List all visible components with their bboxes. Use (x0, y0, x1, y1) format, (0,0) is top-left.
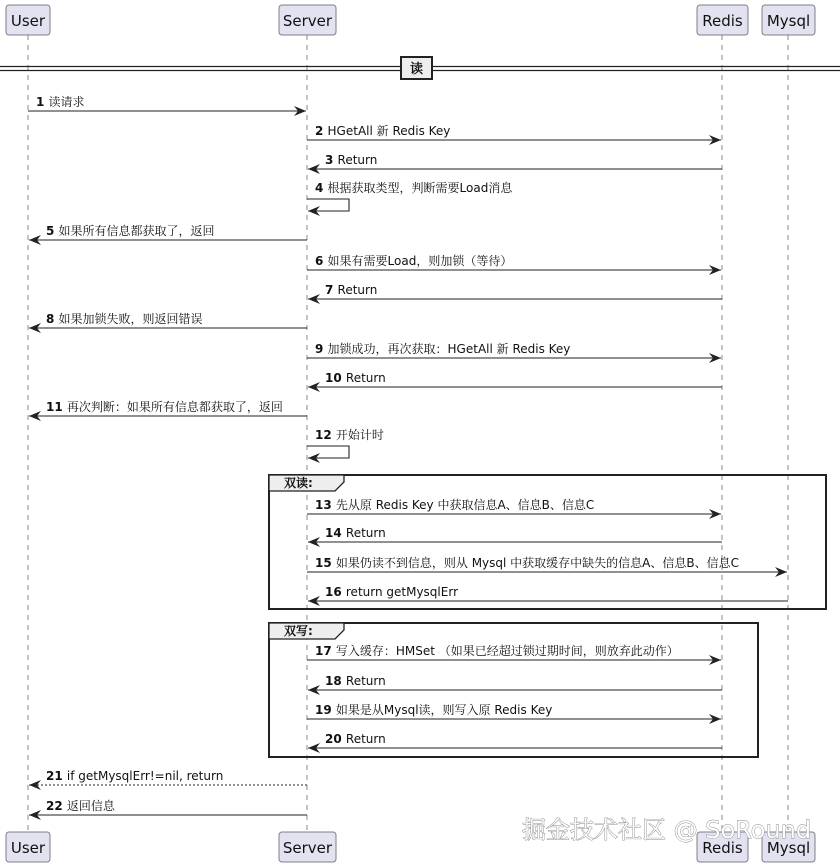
message-label (46, 223, 215, 238)
message-number: 5 (46, 224, 59, 238)
message-text: HGetAll 新 Redis Key (327, 124, 451, 138)
participant-redis[interactable] (697, 5, 748, 35)
message-text: Return (345, 674, 386, 688)
message-number: 22 (46, 799, 67, 813)
message-label (315, 180, 513, 195)
message-text: 如果是从Mysql读，则写入原 Redis Key (335, 703, 553, 717)
message-text: return getMysqlErr (345, 585, 458, 599)
message-19 (307, 702, 721, 724)
message-22 (29, 798, 307, 820)
message-text: 开始计时 (335, 428, 384, 442)
message-label (46, 798, 116, 813)
message-text: Return (345, 732, 386, 746)
participants-top (6, 5, 815, 35)
group-label: 双读: (284, 476, 313, 490)
message-label (315, 427, 384, 442)
message-number: 19 (315, 703, 336, 717)
participant-label: Redis (702, 12, 743, 30)
message-label (325, 153, 377, 167)
participant-mysql[interactable] (762, 5, 815, 35)
group-label: 双写: (284, 624, 313, 638)
message-1 (28, 94, 306, 116)
message-number: 7 (325, 283, 338, 297)
message-text: 根据获取类型，判断需要Load消息 (327, 181, 513, 195)
message-number: 14 (325, 526, 346, 540)
participant-label: Redis (702, 839, 743, 857)
message-text: Return (337, 153, 378, 167)
message-number: 20 (325, 732, 346, 746)
message-9 (307, 341, 721, 363)
message-21 (29, 769, 307, 790)
message-5 (29, 223, 307, 245)
message-text: 如果有需要Load，则加锁（等待） (327, 254, 513, 268)
message-number: 21 (46, 769, 67, 783)
message-label (36, 94, 85, 109)
message-text: Return (345, 371, 386, 385)
message-10 (308, 371, 722, 392)
message-number: 17 (315, 644, 336, 658)
message-text: 写入缓存：HMSet （如果已经超过锁过期时间，则放弃此动作） (335, 644, 679, 658)
participant-label: User (10, 839, 46, 857)
message-6 (307, 253, 721, 275)
message-16 (308, 585, 788, 606)
message-text: 再次判断：如果所有信息都获取了，返回 (66, 400, 283, 414)
participant-server-bottom[interactable] (279, 832, 336, 862)
message-number: 4 (315, 181, 328, 195)
message-text: 如果所有信息都获取了，返回 (58, 224, 215, 238)
message-18 (308, 674, 722, 695)
divider-label: 读 (409, 62, 424, 77)
messages (28, 94, 788, 820)
message-text: Return (345, 526, 386, 540)
message-number: 1 (36, 95, 49, 109)
message-17 (307, 643, 721, 665)
message-number: 18 (325, 674, 346, 688)
participant-label: Server (282, 12, 333, 30)
message-label (46, 311, 203, 326)
message-3 (308, 153, 722, 174)
message-number: 15 (315, 556, 336, 570)
message-text: 读请求 (48, 95, 85, 109)
message-15 (307, 555, 787, 577)
message-text: Return (337, 283, 378, 297)
message-label (315, 555, 739, 570)
message-number: 12 (315, 428, 336, 442)
participant-label: User (10, 12, 46, 30)
participant-user[interactable] (6, 5, 50, 35)
message-label (46, 769, 223, 783)
message-number: 8 (46, 312, 59, 326)
message-11 (29, 399, 307, 421)
message-text: 返回信息 (66, 799, 115, 813)
message-label (325, 585, 458, 599)
message-label (46, 399, 283, 414)
message-text: 如果加锁失败，则返回错误 (58, 312, 203, 326)
message-number: 2 (315, 124, 328, 138)
message-14 (308, 526, 722, 547)
message-label (315, 341, 570, 356)
message-label (325, 732, 386, 746)
message-text: 如果仍读不到信息，则从 Mysql 中获取缓存中缺失的信息A、信息B、信息C (335, 556, 740, 570)
message-label (325, 283, 377, 297)
message-number: 3 (325, 153, 338, 167)
message-number: 9 (315, 342, 328, 356)
message-8 (29, 311, 307, 333)
participant-label: Server (282, 839, 333, 857)
participant-label: Mysql (766, 839, 811, 857)
message-label (325, 674, 386, 688)
arrowhead-icon (29, 780, 41, 790)
message-12 (307, 427, 384, 463)
message-label (315, 497, 594, 512)
message-number: 13 (315, 498, 336, 512)
participant-user-bottom[interactable] (6, 832, 50, 862)
participant-server[interactable] (279, 5, 336, 35)
message-label (315, 124, 450, 138)
divider-read (0, 57, 840, 79)
message-label (325, 371, 386, 385)
message-number: 16 (325, 585, 346, 599)
message-7 (308, 283, 722, 304)
message-label (325, 526, 386, 540)
message-number: 6 (315, 254, 328, 268)
message-label (315, 643, 679, 658)
message-2 (307, 124, 721, 145)
message-label (315, 253, 512, 268)
message-number: 10 (325, 371, 346, 385)
message-4 (307, 180, 513, 216)
message-number: 11 (46, 400, 67, 414)
message-label (315, 702, 552, 717)
message-text: 加锁成功，再次获取：HGetAll 新 Redis Key (327, 342, 571, 356)
message-text: if getMysqlErr!=nil, return (66, 769, 224, 783)
participant-label: Mysql (766, 12, 811, 30)
message-text: 先从原 Redis Key 中获取信息A、信息B、信息C (335, 498, 595, 512)
message-20 (308, 732, 722, 753)
message-13 (307, 497, 721, 519)
watermark: 掘金技术社区 @ SoRound (522, 816, 812, 844)
